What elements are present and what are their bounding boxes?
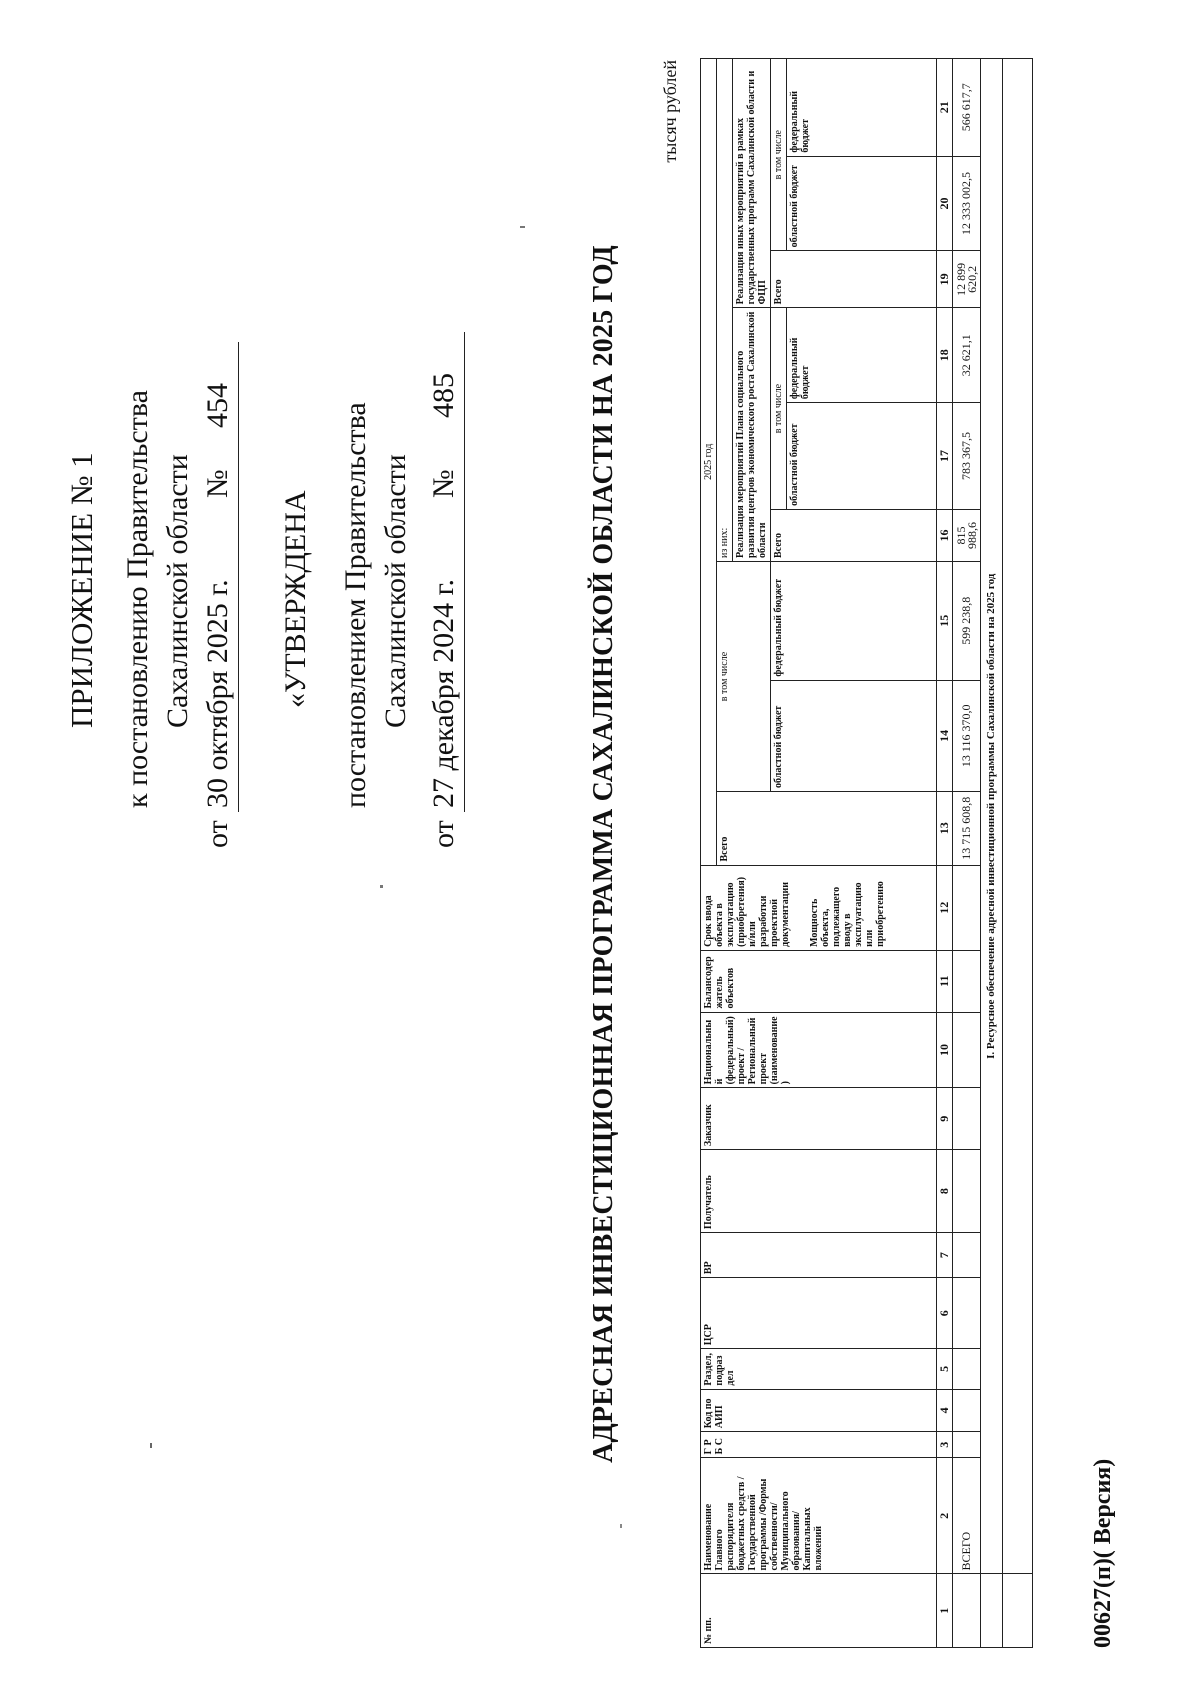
total-row-no [953, 1574, 981, 1648]
hdr-of-them: из них: [717, 59, 733, 562]
hdr-commission-term [701, 865, 937, 950]
total-row-c7 [953, 1233, 981, 1278]
ref-underline [238, 342, 239, 812]
appr-date: 27 декабря 2024 г. [427, 579, 460, 808]
total-row-c17: 783 367,5 [953, 403, 981, 510]
colnum-15: 15 [937, 562, 953, 681]
total-row-c16: 815 988,6 [953, 509, 981, 561]
footer-code: 00627(п)( Версия) [1090, 1458, 1116, 1648]
colnum-4: 4 [937, 1389, 953, 1432]
total-row-c18: 32 621,1 [953, 308, 981, 403]
scan-speck [150, 1443, 152, 1448]
appr-number: 485 [427, 373, 460, 418]
hdr-csr: ЦСР [701, 1278, 937, 1349]
total-row-c6 [953, 1278, 981, 1349]
total-row-c21: 566 617,7 [953, 59, 981, 157]
appr-underline [464, 332, 465, 812]
empty-row-no [1003, 1574, 1033, 1648]
colnum-13: 13 [937, 792, 953, 866]
hdr-name: Наименование Главного распорядителя бюджетных средств / Государственной программы /Формы собственности/ Муниципального образования/ Капитальных вложений [701, 1458, 937, 1574]
colnum-10: 10 [937, 1012, 953, 1088]
hdr-plan-center: Реализация мероприятий Плана социального развития центров экономического роста Сахалинской области [733, 308, 771, 562]
hdr-section: Раздел, подраздел [701, 1349, 937, 1389]
colnum-16: 16 [937, 509, 953, 561]
colnum-7: 7 [937, 1233, 953, 1278]
hdr-commission-term-text: Срок ввода объекта в эксплуатацию (приобретения) и/или разработки проектной документации [703, 876, 791, 947]
total-row [953, 59, 981, 1648]
colnum-3: 3 [937, 1432, 953, 1458]
total-row-c4 [953, 1389, 981, 1432]
hdr-capacity-text: Мощность объекта, подлежащего вводу в эксплуатацию или приобретению [809, 881, 886, 947]
total-row-c8 [953, 1150, 981, 1233]
hdr-aip-code: Код по АИП [701, 1389, 937, 1432]
colnum-9: 9 [937, 1088, 953, 1150]
total-row-c10 [953, 1012, 981, 1088]
empty-row [1003, 59, 1033, 1648]
hdr-other-regional: областной бюджет [787, 156, 937, 251]
investment-table [700, 58, 1033, 1648]
hdr-national-project: Национальный (федеральный) проект / Региональный проект (наименование) [701, 1012, 937, 1088]
section-row-no [981, 1574, 1003, 1648]
total-row-label: ВСЕГО [953, 1458, 981, 1574]
colnum-5: 5 [937, 1349, 953, 1389]
document-title: АДРЕСНАЯ ИНВЕСТИЦИОННАЯ ПРОГРАММА САХАЛИНСКОЙ ОБЛАСТИ НА 2025 ГОД [588, 245, 619, 1463]
colnum-1: 1 [937, 1574, 953, 1648]
units-label: тысяч рублей [660, 60, 680, 163]
scan-speck [380, 885, 383, 888]
hdr-total: Всего [717, 792, 937, 866]
approved-label: «УТВЕРЖДЕНА [279, 490, 312, 708]
colnum-17: 17 [937, 403, 953, 510]
hdr-plan-federal: федеральный бюджет [787, 308, 937, 403]
hdr-including: в том числе [717, 562, 771, 792]
total-row-c14: 13 116 370,0 [953, 680, 981, 791]
total-row-c19: 12 899 620,2 [953, 251, 981, 308]
empty-row-body [1003, 59, 1033, 1575]
hdr-federal-budget: федеральный бюджет [771, 562, 937, 681]
colnum-2: 2 [937, 1458, 953, 1574]
ref-line-2: Сахалинской области [161, 454, 194, 728]
appr-number-label: № [427, 469, 460, 498]
colnum-19: 19 [937, 251, 953, 308]
hdr-other-programs: Реализация иных мероприятий в рамках государственных программ Сахалинской области и ФЦП [733, 59, 771, 308]
hdr-plan-regional: областной бюджет [787, 403, 937, 510]
colnum-11: 11 [937, 950, 953, 1012]
hdr-other-federal: федеральный бюджет [787, 59, 937, 157]
scan-speck [620, 1524, 622, 1528]
total-row-c15: 599 238,8 [953, 562, 981, 681]
hdr-other-including: в том числе [771, 59, 787, 251]
hdr-customer: Заказчик [701, 1088, 937, 1150]
hdr-balance-holder: Балансодержатель объектов [701, 950, 937, 1012]
ref-number-label: № [201, 469, 234, 498]
total-row-c3 [953, 1432, 981, 1458]
colnum-12: 12 [937, 865, 953, 950]
ref-line-1: к постановлению Правительства [121, 390, 154, 808]
hdr-no: № пп. [701, 1574, 937, 1648]
appr-from-label: от [427, 820, 460, 848]
colnum-21: 21 [937, 59, 953, 157]
colnum-14: 14 [937, 680, 953, 791]
hdr-vr: ВР [701, 1233, 937, 1278]
ref-number: 454 [201, 383, 234, 428]
hdr-year: 2025 год [701, 59, 717, 866]
hdr-grbs: Г Р Б С [701, 1432, 937, 1458]
colnum-6: 6 [937, 1278, 953, 1349]
total-row-c9 [953, 1088, 981, 1150]
section-title: I. Ресурсное обеспечение адресной инвестиционной программы Сахалинской области на 2025 год [981, 59, 1003, 1575]
total-row-c20: 12 333 002,5 [953, 156, 981, 251]
total-row-c13: 13 715 608,8 [953, 792, 981, 866]
hdr-regional-budget: областной бюджет [771, 680, 937, 791]
section-row [981, 59, 1003, 1648]
colnum-8: 8 [937, 1150, 953, 1233]
hdr-plan-including: в том числе [771, 308, 787, 510]
ref-date: 30 октября 2025 г. [201, 579, 234, 808]
total-row-c11 [953, 950, 981, 1012]
appr-line-2: Сахалинской области [379, 454, 412, 728]
hdr-other-total: Всего [771, 251, 937, 308]
hdr-recipient: Получатель [701, 1150, 937, 1233]
hdr-plan-total: Всего [771, 509, 937, 561]
ref-from-label: от [201, 820, 234, 848]
appr-line-1: постановлением Правительства [339, 402, 372, 808]
total-row-c12 [953, 865, 981, 950]
column-number-row [937, 59, 953, 1648]
total-row-c5 [953, 1349, 981, 1389]
colnum-18: 18 [937, 308, 953, 403]
appendix-title: ПРИЛОЖЕНИЕ № 1 [64, 452, 99, 728]
colnum-20: 20 [937, 156, 953, 251]
scan-speck [520, 226, 525, 228]
